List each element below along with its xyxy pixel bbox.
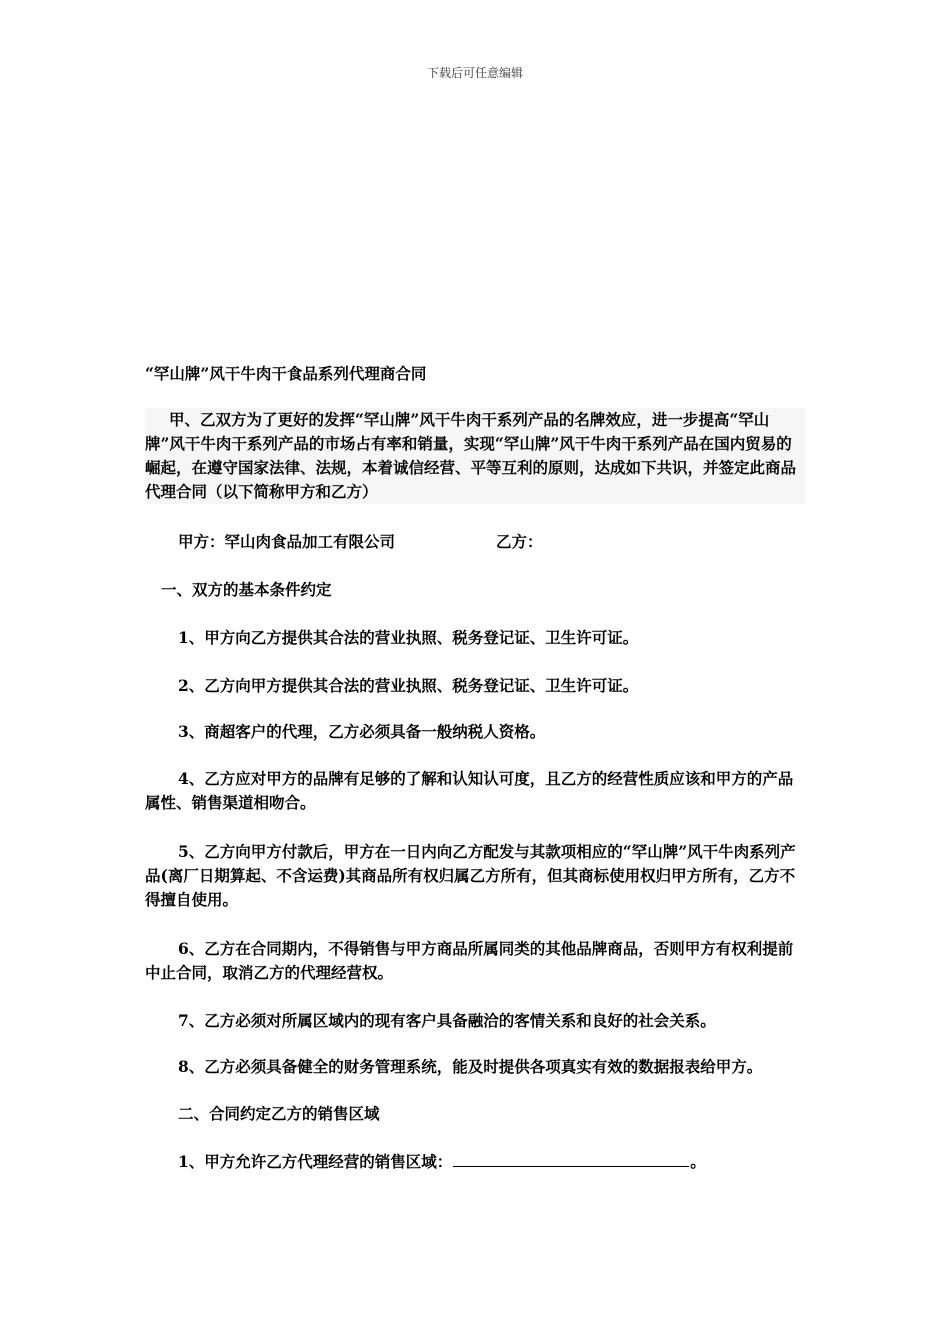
sales-region-suffix: 。 — [690, 1152, 706, 1171]
sales-region-blank[interactable] — [453, 1150, 689, 1167]
section2-item-1 — [178, 1150, 840, 1174]
party-b: 乙方： — [496, 532, 543, 551]
party-a: 甲方：罕山肉食品加工有限公司 — [178, 532, 396, 551]
page-header: 下载后可任意编辑 — [426, 66, 523, 80]
section2-heading: 二、合同约定乙方的销售区域 — [178, 1104, 380, 1123]
section1-item-8: 8、乙方必须具备健全的财务管理系统，能及时提供各项真实有效的数据报表给甲方。 — [178, 1057, 763, 1076]
section1-item-7: 7、乙方必须对所属区域内的现有客户具备融洽的客情关系和良好的社会关系。 — [178, 1011, 716, 1030]
section1-item-5: 5、乙方向甲方付款后，甲方在一日内向乙方配发与其款项相应的“罕山牌”风干牛肉系列产品(离厂日期算起、不含运费)其商品所有权归属乙方所有，但其商标使用权归甲方所有，乙方不得擅自使用。 — [145, 842, 796, 909]
intro-paragraph — [145, 408, 805, 504]
section1-item-6: 6、乙方在合同期内，不得销售与甲方商品所属同类的其他品牌商品，否则甲方有权利提前中止合同，取消乙方的代理经营权。 — [145, 939, 794, 982]
intro-text: 甲、乙双方为了更好的发挥“罕山牌”风干牛肉干系列产品的名牌效应，进一步提高“罕山牌”风干牛肉干系列产品的市场占有率和销量，实现“罕山牌”风干牛肉干系列产品在国内贸易的崛起，在遵守国家法律、法规，本着诚信经营、平等互利的原则，达成如下共识，并签定此商品代理合同（以下简称甲方和乙方） — [145, 410, 797, 501]
document-title: “罕山牌”风干牛肉干食品系列代理商合同 — [145, 364, 427, 383]
section1-item-2: 2、乙方向甲方提供其合法的营业执照、税务登记证、卫生许可证。 — [178, 676, 639, 695]
section1-item-1: 1、甲方向乙方提供其合法的营业执照、税务登记证、卫生许可证。 — [178, 628, 639, 647]
section1-heading: 一、双方的基本条件约定 — [161, 580, 332, 599]
sales-region-label: 1、甲方允许乙方代理经营的销售区域： — [178, 1152, 453, 1171]
section1-item-4: 4、乙方应对甲方的品牌有足够的了解和认知认可度，且乙方的经营性质应该和甲方的产品属性、销售渠道相吻合。 — [145, 769, 794, 812]
section1-item-3: 3、商超客户的代理，乙方必须具备一般纳税人资格。 — [178, 722, 546, 741]
